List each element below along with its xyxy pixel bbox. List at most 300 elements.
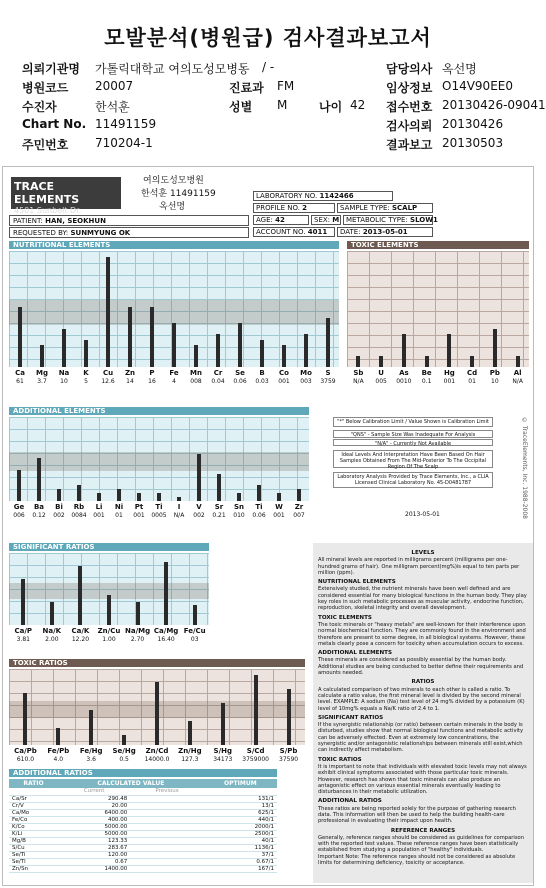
toxic_ratios-label: Zn/Cd — [145, 747, 169, 755]
toxic_ratios-bar — [122, 735, 126, 746]
significant_ratios-label: Zn/Cu — [97, 627, 121, 635]
toxic_ratios-label: Se/Hg — [112, 747, 136, 755]
ratio-cell: Zn/Sn — [9, 865, 58, 872]
toxic-value: 0.1 — [421, 378, 432, 385]
additional-label: Ti — [155, 503, 163, 511]
significant_ratios-bar — [164, 562, 168, 625]
explanation-text: These minerals are considered as possibly essential by the human body. Additional studies are being conducted to better define their requirements and amounts needed. — [318, 657, 524, 677]
legend-note: "QNS" - Sample Size Was Inadequate For Analysis — [333, 430, 493, 438]
ratio-cell: 440/1 — [204, 816, 277, 823]
nutritional-bar — [260, 340, 264, 368]
nutritional-bar — [282, 345, 286, 367]
legend-note: Laboratory Analysis Provided by Trace Elements, Inc., a CLIA Licensed Clinical Laboratory No. 45-D0481787 — [333, 472, 493, 488]
additional-value: 0084 — [71, 512, 87, 519]
explanation-heading: TOXIC ELEMENTS — [318, 614, 372, 621]
toxic-value: N/A — [512, 378, 523, 385]
toxic-label: Pb — [489, 369, 500, 377]
header-label: 주민번호 — [22, 138, 69, 152]
additional-bar — [57, 489, 61, 501]
age-box: AGE: 42 — [253, 215, 309, 225]
additional-label: Li — [95, 503, 103, 511]
sample-type-box: SAMPLE TYPE: SCALP — [337, 203, 433, 213]
explanation-text: All mineral levels are reported in milligrams percent (milligrams per one-hundred grams of hair). One milligram percent(mg%)is equal to ten parts per million (ppm). — [318, 557, 520, 576]
ratio-cell: 0.67/1 — [204, 858, 277, 865]
ratio-cell: K/Co — [9, 823, 58, 830]
header-right-label: 담당의사 — [386, 62, 433, 76]
nutritional-value: 008 — [190, 378, 202, 385]
toxic-label: Cd — [467, 369, 478, 377]
ratio-cell: Se/Ti — [9, 851, 58, 858]
ratio-cell: 283.67 — [58, 844, 130, 851]
toxic-value: N/A — [353, 378, 364, 385]
toxic-value: 001 — [443, 378, 456, 385]
additional-label: V — [196, 503, 202, 511]
header-right-value: 20130503 — [442, 136, 504, 150]
ratio-cell — [130, 795, 203, 802]
ratio-row — [9, 809, 277, 816]
toxic-value: 0010 — [396, 378, 412, 385]
toxic_ratios-label: S/Hg — [213, 747, 232, 755]
explanation-heading: LEVELS — [411, 550, 435, 556]
ratio-cell: 37/1 — [204, 851, 277, 858]
nutritional-bar — [62, 329, 66, 368]
nutritional-chart — [9, 251, 339, 367]
nutritional-bar — [172, 323, 176, 367]
legend-note: "*" Below Calibration Limit / Value Shown is Calibration Limit — [333, 417, 493, 427]
nutritional-value: 3759 — [320, 378, 336, 385]
additional-bar — [97, 493, 101, 501]
nutritional-value: 16 — [148, 378, 156, 385]
additional-value: 007 — [293, 512, 305, 519]
additional-value: 002 — [193, 512, 205, 519]
additional-value: 0.21 — [212, 512, 226, 519]
ratio-cell — [130, 865, 203, 872]
nutritional-label: Cr — [213, 369, 223, 377]
nutritional-label: S — [325, 369, 331, 377]
additional-label: Ni — [114, 503, 124, 511]
toxic-bar — [447, 334, 451, 367]
header-right-value: O14V90EE0 — [442, 79, 513, 93]
additional-bar — [197, 454, 201, 501]
ratio-cell: 40/1 — [204, 837, 277, 844]
account-box: ACCOUNT NO. 4011 — [253, 227, 335, 237]
nutritional-bar — [304, 334, 308, 367]
additional-label: Ba — [33, 503, 45, 511]
ratio-cell: 1400.00 — [58, 865, 130, 872]
nutritional-bar — [84, 340, 88, 368]
additional-value: 0.12 — [32, 512, 46, 519]
ratio-cell: 13/1 — [204, 802, 277, 809]
explanation-text: Generally, reference ranges should be considered as guidelines for comparison with the reported test values. These reference ranges have been statistically established from studying a population of "healthy" individuals. — [318, 834, 524, 854]
additional-value: 010 — [233, 512, 245, 519]
significant_ratios-bar — [21, 579, 25, 625]
toxic-bar — [402, 334, 406, 367]
ratio-table-header: CALCULATED VALUE — [58, 779, 204, 788]
legend-note: "N/A" - Currently Not Available — [333, 439, 493, 446]
nutritional-value: 10 — [60, 378, 68, 385]
header-mid-label: 진료과 — [229, 81, 264, 95]
ratio-cell: 120.00 — [58, 851, 130, 858]
toxic-header: TOXIC ELEMENTS — [347, 241, 529, 249]
additional-bar — [297, 489, 301, 501]
additional-ratios-header: ADDITIONAL RATIOS — [9, 769, 277, 777]
profile-box: PROFILE NO. 2 — [253, 203, 335, 213]
nutritional-label: Ca — [15, 369, 25, 377]
normal-range-band — [9, 452, 309, 470]
additional-value: 0005 — [151, 512, 167, 519]
ratio-cell — [130, 837, 203, 844]
toxic-bar — [379, 356, 383, 367]
ratio-cell: Mg/B — [9, 837, 58, 844]
handwritten-clinic: 여의도성모병원 — [143, 176, 204, 186]
ratio-row — [9, 802, 277, 809]
additional-chart — [9, 417, 309, 501]
toxic_ratios-label: S/Cd — [246, 747, 265, 755]
explanation-text: Important Note: The reference ranges should not be considered as absolute limits for determining deficiency, toxicity or acceptance. — [318, 853, 516, 867]
legend-note: Ideal Levels And Interpretation Have Been Based On Hair Samples Obtained From The Mid-Posterior To The Occipital Region Of The Scalp — [333, 450, 493, 468]
ratio-cell: 2000/1 — [204, 823, 277, 830]
ratio-cell: 400.00 — [58, 816, 130, 823]
nutritional-bar — [326, 318, 330, 368]
significant_ratios-bar — [136, 602, 140, 625]
nutritional-bar — [150, 307, 154, 368]
ratio-row — [9, 865, 277, 872]
explanation-text: A calculated comparison of two minerals to each other is called a ratio. To calculate a ratio value, the first mineral level is divided by the second mineral level. EXAMPLE: A sodium (Na) test level of 24 mg% divided by a potassium (K) level of 10mg% equals a Na/K ratio of 2.4 to 1. — [318, 686, 525, 712]
explanation-text: If the synergistic relationship (or ratio) between certain minerals in the body is disturbed, studies show that normal biological functions and metabolic activity can be adversely effected. Even at extremely low concentrations, the synergistic and/or antagonistic relationships between minerals still exist,which can indirectly affect metabolism. — [318, 722, 524, 754]
additional-bar — [257, 485, 261, 501]
ratio-cell: 167/1 — [204, 865, 277, 872]
header-right-label: 결과보고 — [386, 138, 433, 152]
ratio-subheader — [204, 788, 277, 795]
nutritional-value: 0.06 — [233, 378, 247, 385]
ratio-cell: 20.00 — [58, 802, 130, 809]
toxic-label: Sb — [353, 369, 364, 377]
header-value: 한석훈 — [95, 100, 130, 114]
normal-range-band — [9, 300, 339, 326]
toxic_ratios-bar — [89, 710, 93, 745]
header-right-value: 20130426 — [442, 117, 504, 131]
ratio-row — [9, 830, 277, 837]
nutritional-header: NUTRITIONAL ELEMENTS — [9, 241, 339, 249]
page-title: 모발분석(병원급) 검사결과보고서 — [104, 26, 432, 50]
additional-label: Sr — [214, 503, 224, 511]
header-extra: / - — [262, 60, 275, 74]
ratio-cell — [130, 809, 203, 816]
toxic-label: Be — [421, 369, 432, 377]
toxic_ratios-value: 3759000 — [242, 756, 270, 763]
significant-ratios-chart — [9, 553, 209, 625]
header-right-label: 접수번호 — [386, 100, 433, 114]
significant_ratios-value: 2.00 — [45, 636, 59, 643]
ratio-cell — [130, 844, 203, 851]
additional-bar — [137, 493, 141, 501]
toxic-bar — [516, 356, 520, 367]
toxic-value: 005 — [375, 378, 387, 385]
header-label: 수진자 — [22, 100, 57, 114]
header-mid-label: 성별 — [229, 100, 253, 114]
nutritional-bar — [40, 345, 44, 367]
toxic-value: 01 — [468, 378, 476, 385]
ratio-row — [9, 837, 277, 844]
nutritional-bar — [194, 345, 198, 367]
additional-bar — [77, 485, 81, 501]
additional-value: 002 — [53, 512, 65, 519]
nutritional-label: Se — [235, 369, 245, 377]
significant_ratios-label: Na/K — [42, 627, 62, 635]
toxic_ratios-value: 37590 — [279, 756, 299, 763]
header-value: 710204-1 — [95, 136, 153, 150]
nutritional-label: Fe — [169, 369, 179, 377]
metabolic-box: METABOLIC TYPE: SLOW1 — [343, 215, 433, 225]
nutritional-label: Mn — [190, 369, 202, 377]
significant_ratios-label: Fe/Cu — [183, 627, 206, 635]
additional-label: Zr — [294, 503, 304, 511]
ratio-cell: Ca/Sr — [9, 795, 58, 802]
toxic_ratios-bar — [56, 728, 60, 746]
toxic-bar — [425, 356, 429, 367]
nutritional-value: 003 — [300, 378, 312, 385]
toxic_ratios-bar — [221, 703, 225, 745]
nutritional-value: 4 — [172, 378, 176, 385]
ratio-cell: 5000.00 — [58, 823, 130, 830]
toxic_ratios-value: 0.5 — [119, 756, 129, 763]
significant_ratios-value: 12.20 — [71, 636, 90, 643]
toxic-label: As — [399, 369, 409, 377]
additional-bar — [277, 493, 281, 501]
significant_ratios-value: 1.00 — [102, 636, 116, 643]
significant_ratios-label: Na/Mg — [125, 627, 151, 635]
header-label: 병원코드 — [22, 81, 69, 95]
additional-label: Bi — [55, 503, 63, 511]
ratio-cell: 0.67 — [58, 858, 130, 865]
significant_ratios-label: Ca/K — [71, 627, 90, 635]
ratio-cell: 123.33 — [58, 837, 130, 844]
additional-bar — [37, 458, 41, 501]
ratio-row — [9, 795, 277, 802]
nutritional-value: 14 — [126, 378, 134, 385]
nutritional-value: 0.03 — [255, 378, 269, 385]
toxic_ratios-label: Fe/Pb — [47, 747, 70, 755]
patient-row: PATIENT: HAN, SEOKHUN — [9, 215, 249, 226]
header-right-label: 임상정보 — [386, 81, 433, 95]
nutritional-value: 61 — [16, 378, 24, 385]
date-box: DATE: 2013-05-01 — [337, 227, 433, 237]
ratio-cell — [130, 858, 203, 865]
toxic-ratios-header: TOXIC RATIOS — [9, 659, 305, 667]
ratio-cell: K/Li — [9, 830, 58, 837]
toxic-bar — [470, 356, 474, 367]
toxic_ratios-bar — [254, 675, 258, 745]
additional-label: Pt — [134, 503, 144, 511]
header-mid-value: M — [277, 98, 288, 112]
significant_ratios-value: 2.70 — [130, 636, 145, 643]
additional-label: Sn — [233, 503, 245, 511]
additional-value: 001 — [273, 512, 285, 519]
significant_ratios-bar — [107, 595, 111, 625]
additional-value: 01 — [115, 512, 123, 519]
ratio-cell: 5000.00 — [58, 830, 130, 837]
header-right-label: 검사의뢰 — [386, 119, 433, 133]
ratio-subheader: Previous — [130, 788, 203, 795]
copyright-vertical: © TraceElements, Inc. 1988-2008 — [521, 417, 528, 519]
ratio-cell: 2500/1 — [204, 830, 277, 837]
additional-label: Rb — [73, 503, 85, 511]
ratio-cell: 131/1 — [204, 795, 277, 802]
additional-bar — [117, 489, 121, 501]
explanation-panel — [313, 543, 533, 883]
ratio-cell — [130, 830, 203, 837]
toxic_ratios-bar — [188, 721, 192, 746]
nutritional-label: K — [83, 369, 89, 377]
ratio-cell: 625/1 — [204, 809, 277, 816]
hair-analysis-report — [2, 166, 534, 886]
significant-ratios-header: SIGNIFICANT RATIOS — [9, 543, 209, 551]
date-stamp: 2013-05-01 — [405, 511, 440, 518]
toxic_ratios-label: Ca/Pb — [14, 747, 37, 755]
additional-label: Ti — [255, 503, 263, 511]
nutritional-label: Zn — [124, 369, 136, 377]
header-age-value: 42 — [350, 98, 366, 112]
ratio-cell — [130, 802, 203, 809]
explanation-heading: NUTRITIONAL ELEMENTS — [318, 579, 396, 586]
ratio-cell — [130, 851, 203, 858]
handwritten-doctor: 옥선명 — [159, 202, 186, 212]
toxic_ratios-value: 14000.0 — [144, 756, 170, 763]
header-value: 11491159 — [95, 117, 157, 131]
nutritional-bar — [216, 334, 220, 367]
nutritional-label: Na — [58, 369, 70, 377]
header-value: 20007 — [95, 79, 134, 93]
nutritional-label: Mg — [36, 369, 48, 377]
header-right-value: 20130426-09041 — [442, 98, 546, 112]
nutritional-label: P — [149, 369, 155, 377]
additional-label: Ge — [13, 503, 25, 511]
ratio-cell — [130, 823, 203, 830]
ratio-subheader: Current — [58, 788, 130, 795]
ratio-row — [9, 858, 277, 865]
significant_ratios-bar — [78, 566, 82, 625]
significant_ratios-value: 03 — [190, 636, 199, 643]
header-value: 가톨릭대학교 여의도성모병동 — [95, 62, 250, 76]
toxic-chart — [347, 251, 529, 367]
ratio-cell: Se/Tl — [9, 858, 58, 865]
header-age-label: 나이 — [319, 100, 343, 114]
toxic-label: Hg — [443, 369, 455, 377]
significant_ratios-bar — [50, 602, 54, 625]
significant_ratios-label: Ca/Mg — [153, 627, 179, 635]
additional-bar — [157, 493, 161, 501]
significant_ratios-label: Ca/P — [14, 627, 33, 635]
significant_ratios-bar — [193, 605, 197, 625]
explanation-heading: ADDITIONAL RATIOS — [318, 798, 382, 805]
ratio-cell: 1136/1 — [204, 844, 277, 851]
toxic_ratios-label: S/Pb — [279, 747, 298, 755]
ratio-cell: 290.48 — [58, 795, 130, 802]
explanation-text: The toxic minerals or "heavy metals" are well-known for their interference upon normal biochemical function. They are commonly found in the environment and therefore are present to some degree, in all biological systems. However, these metals clearly pose a concern for toxicity when accumulation occurs to excess. — [318, 621, 526, 647]
header-label: Chart No. — [22, 117, 87, 131]
nutritional-bar — [238, 323, 242, 367]
explanation-text: It is important to note that individuals with elevated toxic levels may not always exhibit clinical symptoms associated with those particular toxic minerals. However, research has shown that toxic minerals can also produce an antagonistic effect on various essential minerals eventually leading to disturbances in their metabolic utilization. — [318, 763, 527, 796]
nutritional-value: 12.6 — [101, 378, 115, 385]
additional-value: 006 — [13, 512, 25, 519]
toxic-ratios-chart — [9, 669, 305, 745]
ratio-row — [9, 816, 277, 823]
additional-label: W — [275, 503, 283, 511]
nutritional-value: 5 — [84, 378, 88, 385]
explanation-heading: REFERENCE RANGES — [390, 827, 456, 834]
toxic-label: Al — [513, 369, 522, 377]
requested-row: REQUESTED BY: SUNMYUNG OK — [9, 227, 249, 238]
ratio-cell: Ca/Mo — [9, 809, 58, 816]
handwritten-patient: 한석훈 11491159 — [141, 189, 216, 199]
toxic_ratios-value: 610.0 — [16, 756, 35, 763]
toxic_ratios-value: 127.3 — [181, 756, 199, 763]
ratio-cell: S/Cu — [9, 844, 58, 851]
ratio-subheader — [9, 788, 58, 795]
additional-bar — [237, 493, 241, 501]
header-right-value: 옥선명 — [442, 62, 477, 76]
additional-bar — [17, 470, 21, 501]
nutritional-label: B — [259, 369, 265, 377]
sex-box: SEX: M — [311, 215, 341, 225]
additional-ratios-table — [9, 779, 277, 873]
toxic_ratios-bar — [287, 689, 291, 745]
additional-value: 001 — [93, 512, 105, 519]
explanation-heading: TOXIC RATIOS — [318, 756, 362, 763]
toxic_ratios-value: 4.0 — [53, 756, 64, 763]
explanation-heading: ADDITIONAL ELEMENTS — [318, 650, 392, 657]
header-label: 의뢰기관명 — [22, 62, 80, 76]
additional-value: 001 — [133, 512, 145, 519]
toxic_ratios-bar — [155, 682, 159, 745]
toxic-bar — [493, 329, 497, 368]
additional-bar — [177, 497, 181, 501]
explanation-text: Extensively studied, the nutrient minerals have been well defined and are considered essential for many biological functions in the human body. They play key roles in such metabolic processes as muscular activity, endocrine function, reproduction, skeletal integrity and overall development. — [318, 586, 527, 612]
nutritional-bar — [106, 257, 110, 367]
nutritional-label: Co — [279, 369, 289, 377]
toxic_ratios-bar — [23, 693, 27, 746]
nutritional-value: 001 — [278, 378, 290, 385]
explanation-heading: RATIOS — [411, 679, 435, 686]
ratio-row — [9, 823, 277, 830]
significant_ratios-value: 3.81 — [16, 636, 30, 643]
toxic_ratios-label: Zn/Hg — [178, 747, 202, 755]
ratio-cell: Fe/Co — [9, 816, 58, 823]
additional-label: I — [177, 503, 181, 511]
nutritional-value: 0.04 — [211, 378, 225, 385]
explanation-text: These ratios are being reported solely for the purpose of gathering research data. This information will then be used to help the building health-care professional in evaluating their impact upon health. — [318, 805, 516, 825]
ratio-cell: 6400.00 — [58, 809, 130, 816]
ratio-table-header: RATIO — [9, 779, 58, 788]
ratio-cell: Cr/V — [9, 802, 58, 809]
toxic-bar — [356, 356, 360, 367]
toxic-label: U — [378, 369, 384, 377]
nutritional-label: Mo — [300, 369, 312, 377]
lab-logo: TRACE ELEMENTS 4501 Sunbelt Dr. — [11, 177, 121, 209]
explanation-heading: SIGNIFICANT RATIOS — [318, 714, 384, 721]
nutritional-bar — [128, 307, 132, 368]
additional-value: N/A — [173, 512, 185, 519]
nutritional-label: Cu — [102, 369, 114, 377]
ratio-row — [9, 844, 277, 851]
toxic_ratios-label: Fe/Hg — [79, 747, 103, 755]
additional-header: ADDITIONAL ELEMENTS — [9, 407, 309, 415]
ratio-table-header: OPTIMUM — [204, 779, 277, 788]
lab-number-box: LABORATORY NO. 1142466 — [253, 191, 393, 201]
additional-bar — [217, 474, 221, 501]
toxic_ratios-value: 34173 — [213, 756, 233, 763]
ratio-cell — [130, 816, 203, 823]
